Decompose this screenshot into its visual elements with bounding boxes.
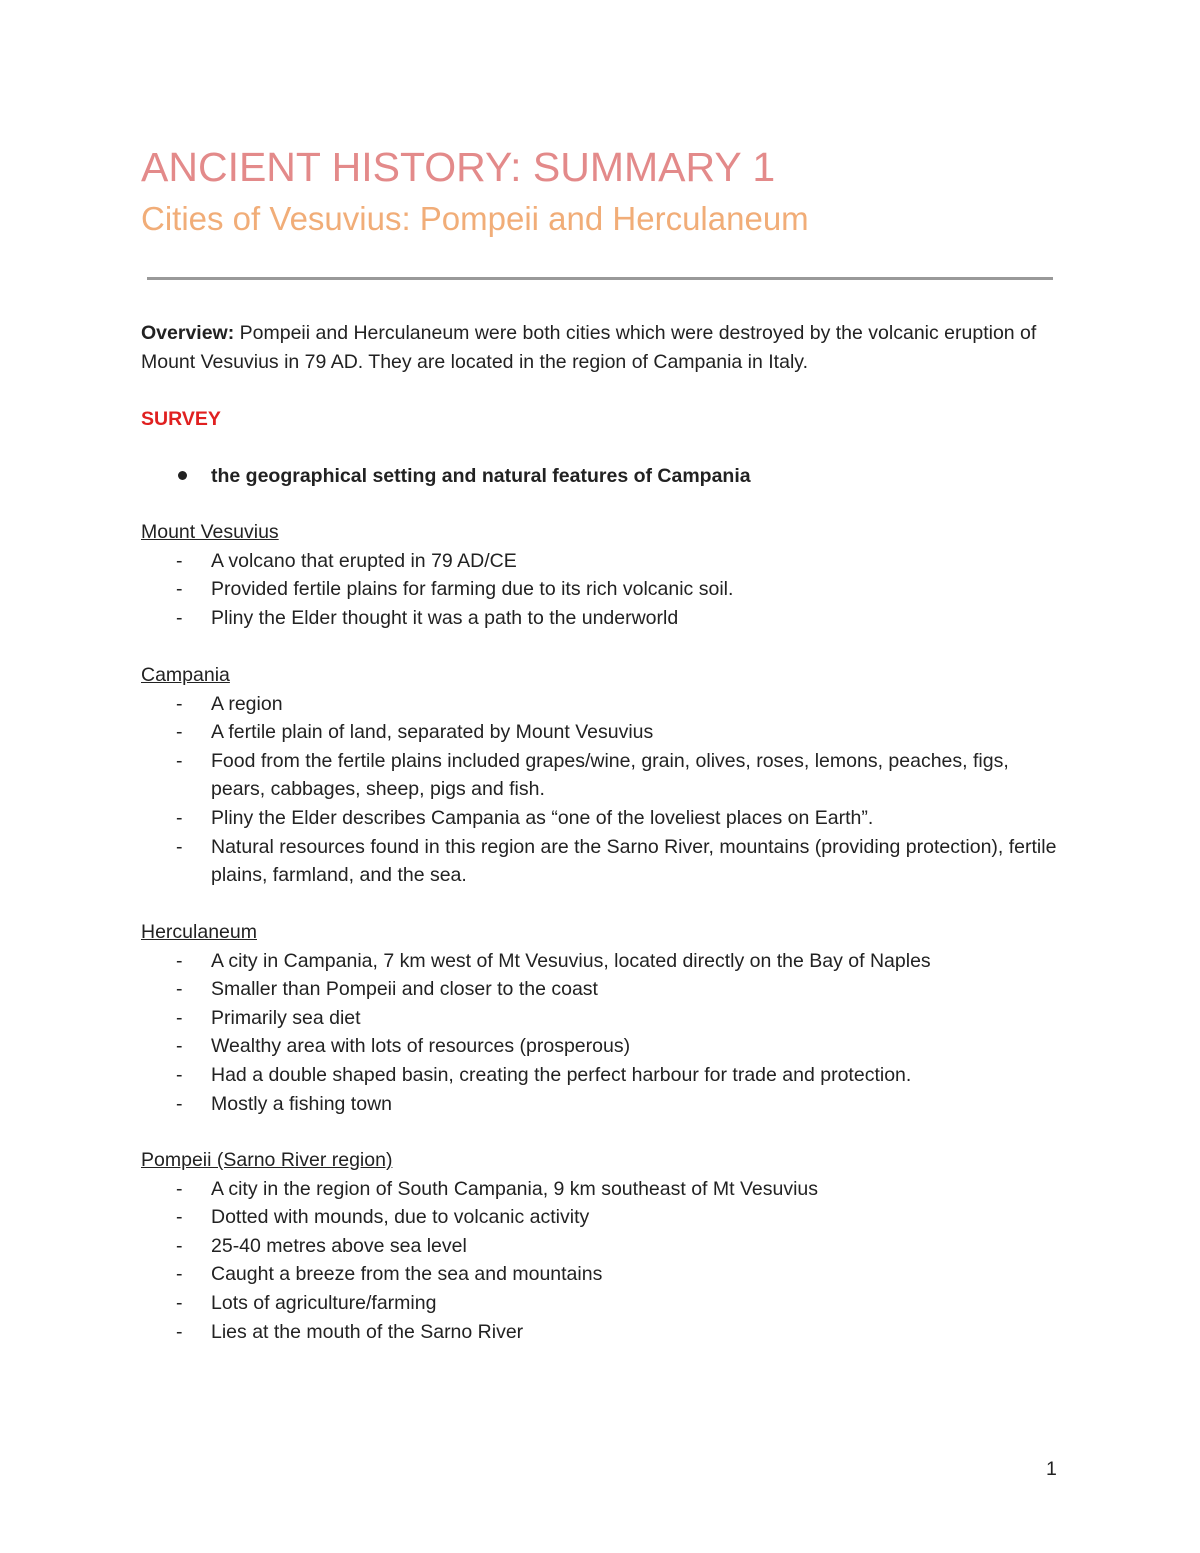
list-item xyxy=(141,1203,1061,1232)
list-item-text: Caught a breeze from the sea and mountains xyxy=(211,1263,603,1286)
list-item-text: A city in Campania, 7 km west of Mt Vesuvius, located directly on the Bay of Naples xyxy=(211,949,931,972)
dash-marker: - xyxy=(176,1092,183,1115)
list-item xyxy=(141,947,1061,976)
list-item-text: Primarily sea diet xyxy=(211,1006,361,1029)
bullet-text: the geographical setting and natural features of Campania xyxy=(211,465,751,487)
list-item xyxy=(141,1289,1061,1318)
overview-label: Overview: xyxy=(141,322,235,344)
dash-marker: - xyxy=(176,1035,183,1058)
survey-heading: SURVEY xyxy=(141,408,221,430)
list-item xyxy=(141,604,1061,633)
list-item xyxy=(141,1004,1061,1033)
list-item-text: Smaller than Pompeii and closer to the coast xyxy=(211,978,598,1001)
section-heading: Herculaneum xyxy=(141,921,257,943)
list-item xyxy=(141,833,1061,890)
section-heading: Campania xyxy=(141,664,230,686)
overview-paragraph xyxy=(141,319,1061,376)
list-item-text: Natural resources found in this region are the Sarno River, mountains (providing protection), fertile plains, farmland, and the sea. xyxy=(211,835,1057,887)
dash-marker: - xyxy=(176,1234,183,1257)
list-item-text: Lies at the mouth of the Sarno River xyxy=(211,1320,524,1343)
list-item xyxy=(141,1232,1061,1261)
item-list xyxy=(141,947,1061,1119)
list-item-text: Wealthy area with lots of resources (prosperous) xyxy=(211,1035,631,1058)
item-list xyxy=(141,1175,1061,1347)
dash-marker: - xyxy=(176,1263,183,1286)
section-pompeii xyxy=(141,1146,1061,1346)
bullet-dot-icon xyxy=(178,471,187,480)
item-list xyxy=(141,547,1061,633)
list-item xyxy=(141,690,1061,719)
list-item xyxy=(141,1260,1061,1289)
list-item-text: Had a double shaped basin, creating the perfect harbour for trade and protection. xyxy=(211,1063,912,1086)
document-subtitle: Cities of Vesuvius: Pompeii and Herculaneum xyxy=(141,200,809,237)
list-item-text: Pliny the Elder thought it was a path to the underworld xyxy=(211,606,679,629)
list-item-text: A city in the region of South Campania, 9 km southeast of Mt Vesuvius xyxy=(211,1177,818,1200)
list-item-text: A region xyxy=(211,692,283,715)
list-item xyxy=(141,1175,1061,1204)
list-item xyxy=(141,718,1061,747)
dash-marker: - xyxy=(176,1177,183,1200)
dash-marker: - xyxy=(176,978,183,1001)
list-item-text: Food from the fertile plains included grapes/wine, grain, olives, roses, lemons, peaches, figs, pears, cabbages, sheep, pigs and fish. xyxy=(211,749,1009,801)
dash-marker: - xyxy=(176,1063,183,1086)
list-item-text: Provided fertile plains for farming due to its rich volcanic soil. xyxy=(211,578,734,601)
list-item-text: Mostly a fishing town xyxy=(211,1092,392,1115)
list-item-text: A volcano that erupted in 79 AD/CE xyxy=(211,549,517,572)
section-heading: Pompeii (Sarno River region) xyxy=(141,1149,393,1171)
list-item xyxy=(141,1032,1061,1061)
dash-marker: - xyxy=(176,1006,183,1029)
list-item xyxy=(141,575,1061,604)
dash-marker: - xyxy=(176,806,183,829)
section-mount-vesuvius xyxy=(141,518,1061,632)
list-item xyxy=(141,1061,1061,1090)
dash-marker: - xyxy=(176,692,183,715)
list-item-text: 25-40 metres above sea level xyxy=(211,1234,467,1257)
list-item xyxy=(141,1318,1061,1347)
list-item xyxy=(141,547,1061,576)
dash-marker: - xyxy=(176,721,183,744)
item-list xyxy=(141,690,1061,890)
list-item-text: Lots of agriculture/farming xyxy=(211,1291,437,1314)
list-item xyxy=(141,804,1061,833)
list-item xyxy=(141,1090,1061,1119)
section-campania xyxy=(141,661,1061,890)
list-item-text: Pliny the Elder describes Campania as “one of the loveliest places on Earth”. xyxy=(211,806,874,829)
page-number: 1 xyxy=(1046,1458,1057,1480)
dash-marker: - xyxy=(176,749,183,772)
list-item-text: A fertile plain of land, separated by Mount Vesuvius xyxy=(211,721,654,744)
dash-marker: - xyxy=(176,578,183,601)
list-item-text: Dotted with mounds, due to volcanic activity xyxy=(211,1206,590,1229)
list-item xyxy=(141,747,1061,804)
dash-marker: - xyxy=(176,1206,183,1229)
dash-marker: - xyxy=(176,949,183,972)
dash-marker: - xyxy=(176,1291,183,1314)
overview-text: Pompeii and Herculaneum were both cities which were destroyed by the volcanic eruption of Mount Vesuvius in 79 AD. They are located in the region of Campania in Italy. xyxy=(141,322,1037,373)
list-item xyxy=(141,975,1061,1004)
horizontal-rule xyxy=(147,277,1053,280)
dash-marker: - xyxy=(176,549,183,572)
section-herculaneum xyxy=(141,918,1061,1118)
dash-marker: - xyxy=(176,1320,183,1343)
dash-marker: - xyxy=(176,835,183,858)
document-title: ANCIENT HISTORY: SUMMARY 1 xyxy=(141,144,776,190)
section-heading: Mount Vesuvius xyxy=(141,521,279,543)
dash-marker: - xyxy=(176,606,183,629)
